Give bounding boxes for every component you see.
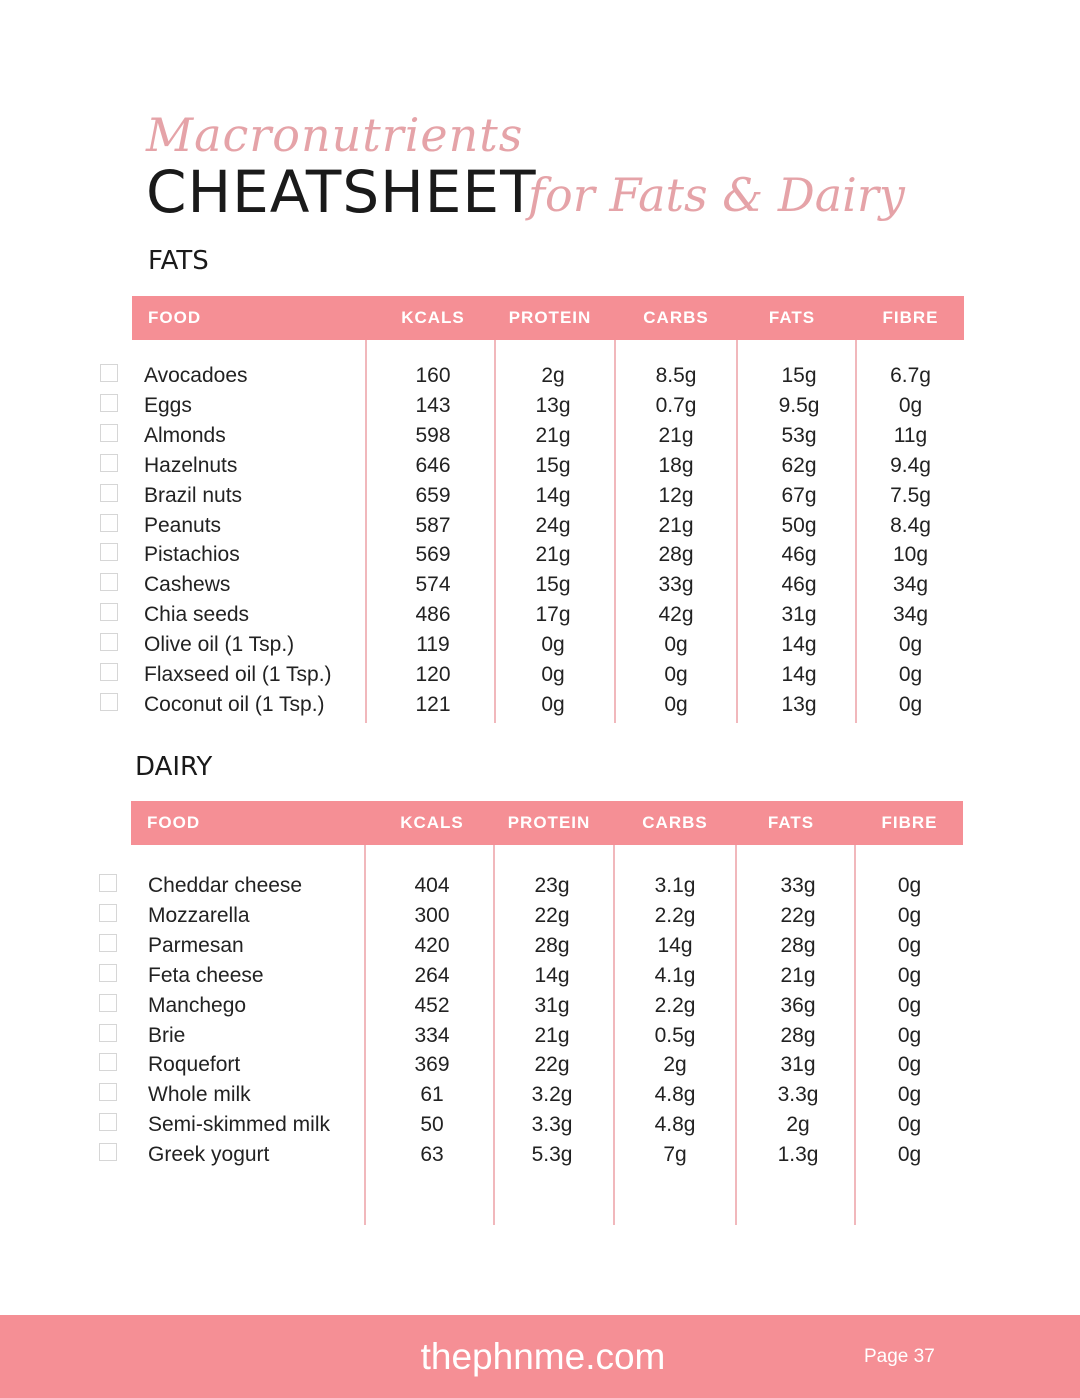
cell-protein: 22g bbox=[534, 903, 570, 927]
cell-fibre: 10g bbox=[892, 543, 929, 567]
cell-protein: 14g bbox=[534, 963, 570, 987]
cell-carbs: 2.2g bbox=[654, 903, 696, 927]
cell-fats: 28g bbox=[780, 933, 816, 957]
cell-fats: 2g bbox=[786, 1113, 810, 1137]
cell-fats: 14g bbox=[781, 633, 817, 657]
checkbox[interactable] bbox=[100, 543, 118, 561]
cell-kcals: 119 bbox=[416, 633, 450, 657]
cell-fibre: 0g bbox=[898, 663, 923, 686]
food-name: Pistachios bbox=[144, 543, 240, 567]
cell-fats: 46g bbox=[781, 573, 817, 597]
cell-fibre: 0g bbox=[897, 993, 922, 1017]
column-header-protein: PROTEIN bbox=[508, 308, 592, 327]
cell-protein: 15g bbox=[535, 453, 571, 477]
table-row bbox=[131, 1021, 963, 1051]
food-name: Coconut oil (1 Tsp.) bbox=[144, 692, 325, 716]
cell-protein: 23g bbox=[534, 874, 570, 897]
fats-table-header bbox=[132, 296, 964, 340]
column-header-kcals: KCALS bbox=[400, 813, 464, 832]
cell-kcals: 452 bbox=[414, 993, 450, 1017]
cell-protein: 15g bbox=[535, 573, 571, 597]
table-row bbox=[131, 901, 963, 931]
cell-fats: 36g bbox=[780, 993, 816, 1017]
cell-carbs: 0.5g bbox=[654, 1023, 696, 1047]
cell-protein: 22g bbox=[534, 1053, 570, 1077]
food-name: Brazil nuts bbox=[144, 483, 243, 507]
food-name: Feta cheese bbox=[148, 963, 264, 987]
cell-fats: 13g bbox=[781, 692, 817, 716]
cell-fats: 21g bbox=[780, 963, 816, 987]
table-row bbox=[132, 630, 964, 660]
cell-carbs: 7g bbox=[663, 1143, 687, 1167]
cell-fibre: 0g bbox=[897, 1113, 922, 1137]
cell-fibre: 0g bbox=[897, 903, 922, 927]
table-row bbox=[132, 570, 964, 600]
cell-fats: 62g bbox=[781, 453, 817, 477]
table-row bbox=[132, 391, 964, 421]
checkbox[interactable] bbox=[99, 934, 117, 952]
cell-protein: 0g bbox=[541, 633, 565, 657]
food-name: Chia seeds bbox=[144, 603, 250, 627]
checkbox[interactable] bbox=[99, 1053, 117, 1071]
table-row bbox=[131, 871, 963, 901]
checkbox[interactable] bbox=[100, 603, 118, 621]
cell-carbs: 0g bbox=[664, 663, 688, 686]
column-header-kcals: KCALS bbox=[401, 308, 465, 327]
food-name: Whole milk bbox=[148, 1083, 251, 1107]
cell-fibre: 7.5g bbox=[890, 483, 931, 507]
cell-protein: 21g bbox=[535, 543, 571, 567]
cell-fibre: 6.7g bbox=[890, 364, 931, 387]
cell-protein: 28g bbox=[534, 933, 570, 957]
cell-carbs: 0g bbox=[664, 633, 688, 657]
cell-fibre: 0g bbox=[897, 963, 922, 987]
cell-kcals: 659 bbox=[415, 483, 451, 507]
checkbox[interactable] bbox=[99, 1143, 117, 1161]
cell-kcals: 120 bbox=[415, 663, 451, 686]
checkbox[interactable] bbox=[100, 364, 118, 382]
cell-fibre: 0g bbox=[897, 874, 922, 897]
column-header-fats: FATS bbox=[768, 308, 816, 327]
cell-fats: 14g bbox=[781, 663, 817, 686]
checkbox[interactable] bbox=[100, 394, 118, 412]
column-header-carbs: CARBS bbox=[642, 813, 708, 832]
cell-fats: 31g bbox=[780, 1053, 816, 1077]
table-row bbox=[131, 1110, 963, 1140]
cell-carbs: 42g bbox=[658, 603, 694, 627]
cell-carbs: 18g bbox=[658, 453, 694, 477]
checkbox[interactable] bbox=[99, 1113, 117, 1131]
table-row bbox=[132, 660, 964, 690]
checkbox[interactable] bbox=[99, 874, 117, 892]
cell-kcals: 574 bbox=[415, 573, 451, 597]
column-header-fibre: FIBRE bbox=[882, 308, 939, 327]
food-name: Mozzarella bbox=[148, 903, 250, 927]
cell-carbs: 21g bbox=[658, 513, 694, 537]
checkbox[interactable] bbox=[99, 1024, 117, 1042]
footer-bar bbox=[0, 1315, 1080, 1398]
cell-fibre: 9.4g bbox=[890, 453, 931, 477]
cell-protein: 0g bbox=[541, 663, 565, 686]
cell-carbs: 33g bbox=[658, 573, 694, 597]
cell-fibre: 0g bbox=[897, 933, 922, 957]
cell-protein: 5.3g bbox=[531, 1143, 573, 1167]
checkbox[interactable] bbox=[100, 514, 118, 532]
cell-protein: 14g bbox=[535, 483, 571, 507]
cell-carbs: 4.1g bbox=[654, 963, 696, 987]
cell-fibre: 11g bbox=[893, 423, 928, 447]
table-row bbox=[131, 931, 963, 961]
cell-fibre: 0g bbox=[897, 1053, 922, 1077]
cell-kcals: 143 bbox=[415, 393, 451, 417]
table-row bbox=[131, 1080, 963, 1110]
checkbox[interactable] bbox=[99, 964, 117, 982]
cell-kcals: 369 bbox=[414, 1053, 450, 1077]
cell-fibre: 0g bbox=[898, 393, 923, 417]
cell-carbs: 4.8g bbox=[654, 1113, 696, 1137]
cell-carbs: 0g bbox=[664, 692, 688, 716]
table-row bbox=[132, 421, 964, 451]
table-row bbox=[131, 961, 963, 991]
food-name: Manchego bbox=[148, 993, 247, 1017]
cell-protein: 2g bbox=[541, 364, 565, 387]
food-name: Avocadoes bbox=[144, 364, 248, 387]
cell-fats: 3.3g bbox=[777, 1083, 819, 1107]
column-header-fats: FATS bbox=[767, 813, 815, 832]
table-row bbox=[132, 600, 964, 630]
cell-kcals: 63 bbox=[420, 1143, 444, 1167]
table-row bbox=[132, 481, 964, 511]
cell-fats: 22g bbox=[780, 903, 816, 927]
cell-fibre: 34g bbox=[892, 603, 929, 627]
cell-protein: 0g bbox=[541, 692, 565, 716]
footer-site[interactable]: thephnme.com bbox=[420, 1336, 666, 1377]
page-number: Page 37 bbox=[864, 1346, 935, 1367]
cell-fibre: 8.4g bbox=[890, 513, 931, 537]
cell-kcals: 420 bbox=[414, 933, 450, 957]
food-name: Brie bbox=[148, 1023, 186, 1047]
cell-fats: 28g bbox=[780, 1023, 816, 1047]
page-title: CHEATSHEET bbox=[146, 158, 537, 226]
cell-carbs: 2g bbox=[663, 1053, 687, 1077]
food-name: Cheddar cheese bbox=[148, 874, 303, 897]
cell-fibre: 0g bbox=[897, 1023, 922, 1047]
column-header-protein: PROTEIN bbox=[507, 813, 591, 832]
dairy-table-header bbox=[131, 801, 963, 845]
table-row bbox=[131, 991, 963, 1021]
column-header-food: FOOD bbox=[148, 308, 202, 327]
table-row bbox=[131, 1140, 963, 1170]
cell-carbs: 3.1g bbox=[654, 874, 696, 897]
table-row bbox=[132, 540, 964, 570]
cell-fats: 9.5g bbox=[778, 393, 820, 417]
checkbox[interactable] bbox=[99, 994, 117, 1012]
cell-kcals: 486 bbox=[415, 603, 451, 627]
cell-kcals: 160 bbox=[415, 364, 451, 387]
food-name: Semi-skimmed milk bbox=[148, 1113, 331, 1137]
cell-protein: 13g bbox=[535, 393, 571, 417]
cell-carbs: 21g bbox=[658, 423, 694, 447]
food-name: Eggs bbox=[144, 393, 192, 417]
food-name: Cashews bbox=[144, 573, 231, 597]
cell-kcals: 300 bbox=[414, 903, 450, 927]
cell-kcals: 61 bbox=[420, 1083, 444, 1107]
cell-fibre: 34g bbox=[892, 573, 929, 597]
cell-carbs: 12g bbox=[658, 483, 694, 507]
cell-fats: 46g bbox=[781, 543, 817, 567]
cell-fats: 50g bbox=[781, 513, 817, 537]
checkbox[interactable] bbox=[100, 424, 118, 442]
food-name: Roquefort bbox=[148, 1053, 241, 1077]
food-name: Flaxseed oil (1 Tsp.) bbox=[144, 663, 332, 686]
section-title-dairy: DAIRY bbox=[135, 752, 213, 782]
section-title-fats: FATS bbox=[148, 246, 209, 276]
checkbox[interactable] bbox=[100, 484, 118, 502]
column-header-food: FOOD bbox=[147, 813, 201, 832]
checkbox[interactable] bbox=[99, 1083, 117, 1101]
cell-kcals: 587 bbox=[415, 513, 451, 537]
cell-protein: 21g bbox=[535, 423, 571, 447]
cell-fats: 15g bbox=[781, 364, 817, 387]
cell-fibre: 0g bbox=[897, 1143, 922, 1167]
cell-carbs: 8.5g bbox=[655, 364, 697, 387]
food-name: Hazelnuts bbox=[144, 453, 238, 477]
cell-carbs: 4.8g bbox=[654, 1083, 696, 1107]
cell-fats: 1.3g bbox=[777, 1143, 819, 1167]
table-row bbox=[132, 690, 964, 720]
cell-fibre: 0g bbox=[898, 692, 923, 716]
food-name: Olive oil (1 Tsp.) bbox=[144, 633, 295, 657]
food-name: Almonds bbox=[144, 423, 226, 447]
cell-carbs: 0.7g bbox=[655, 393, 697, 417]
checkbox[interactable] bbox=[99, 904, 117, 922]
cell-kcals: 334 bbox=[414, 1023, 450, 1047]
cell-carbs: 14g bbox=[657, 933, 693, 957]
table-row bbox=[132, 451, 964, 481]
cell-fats: 33g bbox=[780, 874, 816, 897]
table-row bbox=[131, 1050, 963, 1080]
cell-protein: 31g bbox=[534, 993, 570, 1017]
food-name: Greek yogurt bbox=[148, 1143, 270, 1167]
cell-protein: 21g bbox=[534, 1023, 570, 1047]
title-script-top: Macronutrients bbox=[146, 108, 524, 162]
cell-fibre: 0g bbox=[898, 633, 923, 657]
column-header-fibre: FIBRE bbox=[881, 813, 938, 832]
cell-kcals: 121 bbox=[415, 692, 451, 716]
cell-carbs: 2.2g bbox=[654, 993, 696, 1017]
cell-kcals: 264 bbox=[414, 963, 450, 987]
cell-kcals: 598 bbox=[415, 423, 451, 447]
cell-kcals: 646 bbox=[415, 453, 451, 477]
cell-protein: 3.3g bbox=[531, 1113, 573, 1137]
checkbox[interactable] bbox=[100, 633, 118, 651]
table-row bbox=[132, 361, 964, 391]
cell-fibre: 0g bbox=[897, 1083, 922, 1107]
cell-kcals: 569 bbox=[415, 543, 451, 567]
checkbox[interactable] bbox=[100, 573, 118, 591]
cell-kcals: 404 bbox=[414, 874, 450, 897]
checkbox[interactable] bbox=[100, 663, 118, 681]
food-name: Parmesan bbox=[148, 933, 244, 957]
cell-kcals: 50 bbox=[420, 1113, 444, 1137]
cell-protein: 3.2g bbox=[531, 1083, 573, 1107]
cell-protein: 24g bbox=[535, 513, 571, 537]
cell-protein: 17g bbox=[535, 603, 571, 627]
cell-carbs: 28g bbox=[658, 543, 694, 567]
checkbox[interactable] bbox=[100, 693, 118, 711]
cell-fats: 31g bbox=[781, 603, 817, 627]
title-script-side: for Fats & Dairy bbox=[528, 168, 905, 222]
cell-fats: 53g bbox=[781, 423, 817, 447]
column-header-carbs: CARBS bbox=[643, 308, 709, 327]
table-row bbox=[132, 511, 964, 541]
food-name: Peanuts bbox=[144, 513, 222, 537]
cell-fats: 67g bbox=[781, 483, 817, 507]
checkbox[interactable] bbox=[100, 454, 118, 472]
